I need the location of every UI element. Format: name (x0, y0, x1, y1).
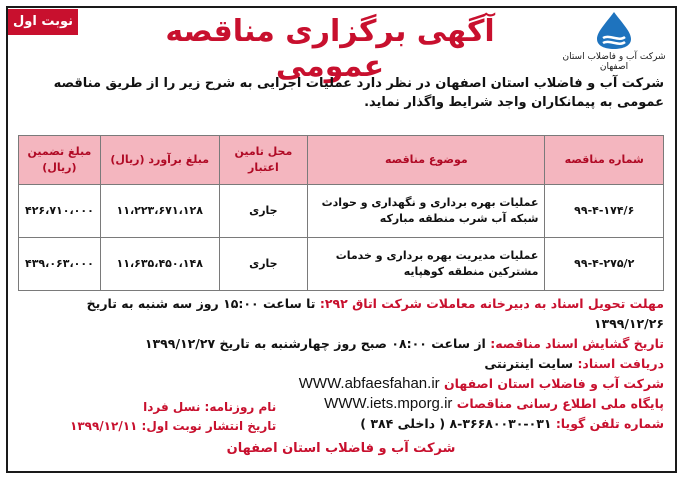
newspaper-name: نام روزنامه: نسل فردا (143, 400, 277, 414)
opening-label: تاریخ گشایش اسناد مناقصه: (490, 336, 664, 351)
header-estimate-amount: مبلغ برآورد (ریال) (100, 136, 219, 185)
header-tender-subject: موضوع مناقصه (308, 136, 545, 185)
logo-caption: شرکت آب و فاضلاب استان اصفهان (562, 52, 666, 72)
table-row (19, 185, 664, 238)
tender-number: ۹۹-۴-۲۷۵/۲ (545, 238, 664, 291)
company-label: شرکت آب و فاضلاب استان اصفهان (444, 376, 664, 391)
phone-label: شماره تلفن گویا: (555, 416, 664, 431)
footer-company-name: شرکت آب و فاضلاب استان اصفهان (226, 441, 456, 456)
delivery-value: تا ساعت ۱۵:۰۰ روز سه شنبه به تاریخ ۱۳۹۹/۱۲/۲۶ (86, 296, 664, 331)
funding-source: جاری (219, 238, 308, 291)
document-receipt-line (18, 354, 664, 374)
header-funding-source: محل تامین اعتبار (219, 136, 308, 185)
opening-value: از ساعت ۰۸:۰۰ صبح روز چهارشنبه به تاریخ ۱۳۹۹/۱۲/۲۷ (144, 336, 486, 351)
header-guarantee-amount: مبلغ تضمین (ریال) (19, 136, 101, 185)
first-round-badge: نوبت اول (8, 9, 78, 35)
portal-label: پایگاه ملی اطلاع رسانی مناقصات (456, 396, 664, 411)
tender-subject: عملیات مدیریت بهره برداری و خدمات مشترکین منطقه کوهپایه (308, 238, 545, 291)
receive-value: سایت اینترنتی (484, 356, 574, 371)
opening-date-line (18, 334, 664, 354)
phone-value: ۰۳۱-۳۶۶۸۰۰۳۰-۸ ( داخلی ۳۸۴ ) (360, 416, 552, 431)
company-website-link[interactable]: WWW.abfaesfahan.ir (298, 375, 440, 392)
tender-number: ۹۹-۴-۱۷۴/۶ (545, 185, 664, 238)
table-row (19, 238, 664, 291)
company-logo (559, 10, 669, 72)
publish-date: تاریخ انتشار نوبت اول: ۱۳۹۹/۱۲/۱۱ (70, 419, 277, 433)
notice-title: آگهی برگزاری مناقصه عمومی (165, 14, 495, 84)
delivery-deadline-line (18, 294, 664, 334)
company-website-line (18, 374, 664, 394)
newspaper-info (70, 398, 276, 436)
estimate-amount: ۱۱،۲۲۳،۶۷۱،۱۲۸ (100, 185, 219, 238)
receive-label: دریافت اسناد: (577, 356, 664, 371)
table-header-row (19, 136, 664, 185)
header-tender-number: شماره مناقصه (545, 136, 664, 185)
national-portal-link[interactable]: WWW.iets.mporg.ir (324, 395, 453, 412)
tender-subject: عملیات بهره برداری و نگهداری و حوادث شبکه آب شرب منطقه مبارکه (308, 185, 545, 238)
estimate-amount: ۱۱،۶۳۵،۴۵۰،۱۴۸ (100, 238, 219, 291)
intro-paragraph: شرکت آب و فاضلاب استان اصفهان در نظر دارد عملیات اجرایی به شرح زیر را از طریق مناقصه عمومی به پیمانکاران واجد شرایط واگذار نماید. (53, 76, 664, 110)
guarantee-amount: ۴۳۹،۰۶۳،۰۰۰ (19, 238, 101, 291)
guarantee-amount: ۴۲۶،۷۱۰،۰۰۰ (19, 185, 101, 238)
water-drop-logo-icon (591, 10, 637, 50)
funding-source: جاری (219, 185, 308, 238)
tender-table (18, 135, 664, 291)
delivery-label: مهلت تحویل اسناد به دبیرخانه معاملات شرکت اتاق ۲۹۲: (319, 296, 664, 311)
